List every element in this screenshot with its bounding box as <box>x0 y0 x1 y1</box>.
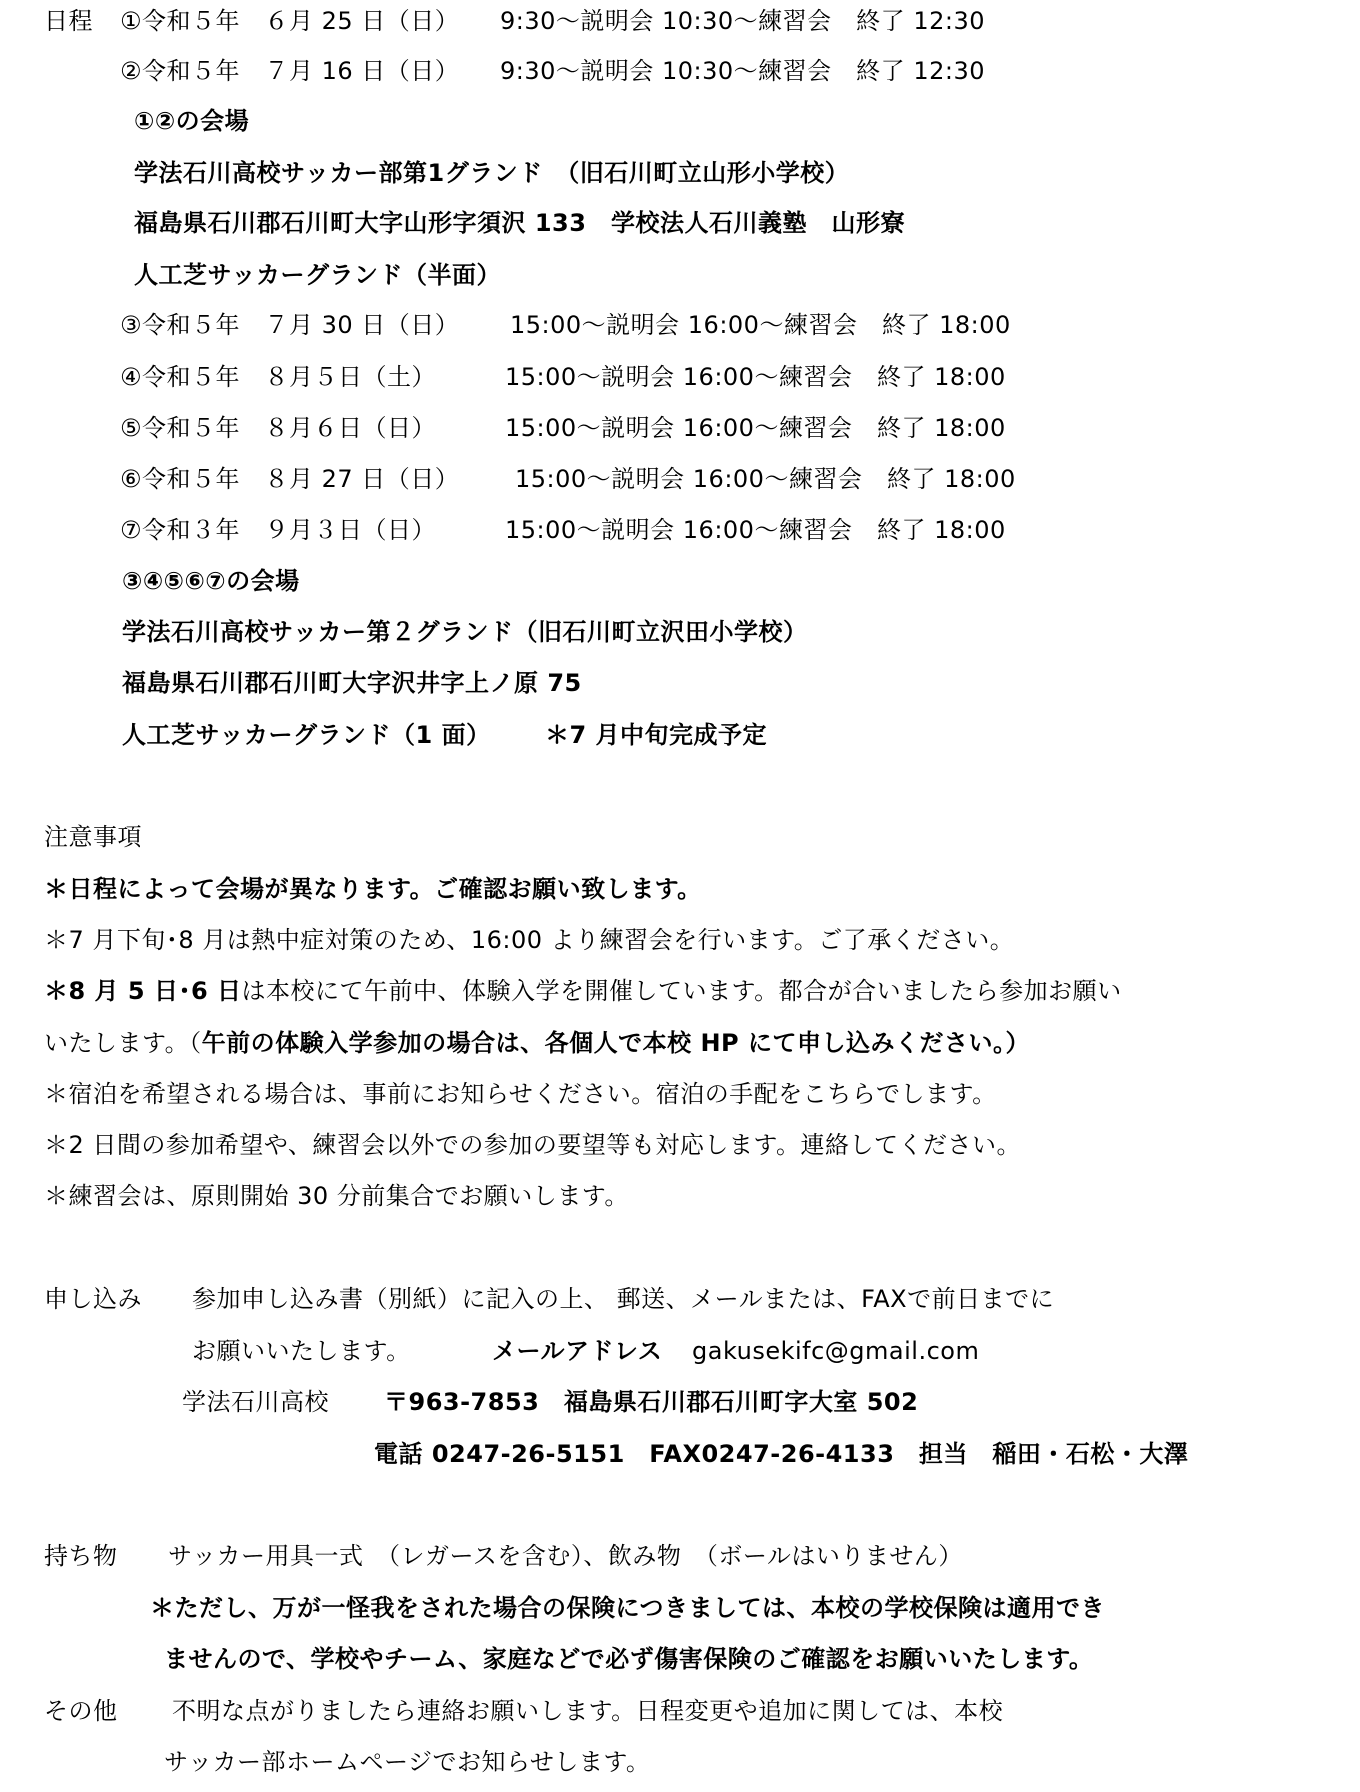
note-5: ＊2 日間の参加希望や、練習会以外での参加の要望等も対応します。連絡してください。 <box>44 1131 1021 1159</box>
note-4: ＊宿泊を希望される場合は、事前にお知らせください。宿泊の手配をこちらでします。 <box>44 1080 997 1108</box>
note-3-text: は本校にて午前中、体験入学を開催しています。都合が合いましたら参加お願い <box>241 977 1122 1005</box>
apply-text-1: 参加申し込み書（別紙）に記入の上、 郵送、メールまたは、FAXで前日までに <box>192 1285 1055 1313</box>
contact-line: 電話 0247-26-5151 FAX0247-26-4133 担当 稲田・石松・大澤 <box>374 1440 1189 1468</box>
venue-1-field: 人工芝サッカーグランド（半面） <box>134 261 502 289</box>
venue-1-address: 福島県石川郡石川町大字山形字須沢 133 学校法人石川義塾 山形寮 <box>134 209 905 237</box>
schedule-time-4: 15:00～説明会 16:00～練習会 終了 18:00 <box>505 363 1006 391</box>
school-address: 〒963-7853 福島県石川郡石川町字大室 502 <box>384 1388 919 1416</box>
apply-label: 申し込み <box>44 1285 142 1313</box>
note-3-emphasis: 午前の体験入学参加の場合は、各個人で本校 HP にて申し込みください。） <box>201 1029 1030 1057</box>
venue-1-title: ①②の会場 <box>134 107 250 135</box>
note-3-line-1 <box>44 976 1122 1006</box>
schedule-time-5: 15:00～説明会 16:00～練習会 終了 18:00 <box>505 414 1006 442</box>
schedule-date-3: ③令和５年 ７月 30 日（日） <box>120 311 460 339</box>
schedule-date-4: ④令和５年 ８月５日（土） <box>120 363 437 391</box>
notes-heading: 注意事項 <box>44 823 142 851</box>
schedule-date-6: ⑥令和５年 ８月 27 日（日） <box>120 465 460 493</box>
schedule-time-7: 15:00～説明会 16:00～練習会 終了 18:00 <box>505 516 1006 544</box>
schedule-time-3: 15:00～説明会 16:00～練習会 終了 18:00 <box>510 311 1011 339</box>
note-6: ＊練習会は、原則開始 30 分前集合でお願いします。 <box>44 1182 629 1210</box>
venue-2-address: 福島県石川郡石川町大字沢井字上ノ原 75 <box>122 669 582 697</box>
schedule-time-2: 9:30～説明会 10:30～練習会 終了 12:30 <box>500 57 985 85</box>
items-label: 持ち物 <box>44 1542 118 1570</box>
note-3-line-2 <box>44 1028 1030 1058</box>
school-name: 学法石川高校 <box>182 1388 329 1416</box>
note-3-date: ＊8 月 5 日･6 日 <box>44 977 242 1005</box>
venue-2-note: ＊7 月中旬完成予定 <box>545 721 768 749</box>
email-address[interactable]: gakusekifc@gmail.com <box>692 1337 980 1365</box>
items-warning-2: ませんので、学校やチーム、家庭などで必ず傷害保険のご確認をお願いいたします。 <box>164 1645 1094 1673</box>
apply-text-2: お願いいたします。 <box>192 1337 411 1365</box>
other-text-1: 不明な点がりましたら連絡お願いします。日程変更や追加に関しては、本校 <box>172 1697 1004 1725</box>
items-text: サッカー用具一式 （レガースを含む）、飲み物 （ボールはいりません） <box>168 1542 963 1570</box>
schedule-time-1: 9:30～説明会 10:30～練習会 終了 12:30 <box>500 7 985 35</box>
venue-2-field: 人工芝サッカーグランド（1 面） <box>122 721 491 749</box>
email-label: メールアドレス <box>492 1337 663 1365</box>
schedule-label: 日程 <box>44 7 93 35</box>
note-2: ＊7 月下旬･8 月は熱中症対策のため、16:00 より練習会を行います。ご了承ください。 <box>44 926 1015 954</box>
note-1: ＊日程によって会場が異なります。ご確認お願い致します。 <box>44 875 702 903</box>
other-label: その他 <box>44 1697 118 1725</box>
items-warning-1: ＊ただし、万が一怪我をされた場合の保険につきましては、本校の学校保険は適用でき <box>150 1594 1106 1622</box>
venue-2-name: 学法石川高校サッカー第２グランド（旧石川町立沢田小学校） <box>122 618 808 646</box>
venue-1-name: 学法石川高校サッカー部第1グランド （旧石川町立山形小学校） <box>134 159 850 187</box>
other-text-2: サッカー部ホームページでお知らせします。 <box>164 1748 651 1776</box>
note-3-start: いたします。（ <box>44 1029 202 1057</box>
schedule-date-1: ①令和５年 ６月 25 日（日） <box>120 7 460 35</box>
schedule-time-6: 15:00～説明会 16:00～練習会 終了 18:00 <box>515 465 1016 493</box>
schedule-date-2: ②令和５年 ７月 16 日（日） <box>120 57 460 85</box>
schedule-date-7: ⑦令和３年 ９月３日（日） <box>120 516 437 544</box>
schedule-date-5: ⑤令和５年 ８月６日（日） <box>120 414 437 442</box>
venue-2-title: ③④⑤⑥⑦の会場 <box>122 567 300 595</box>
